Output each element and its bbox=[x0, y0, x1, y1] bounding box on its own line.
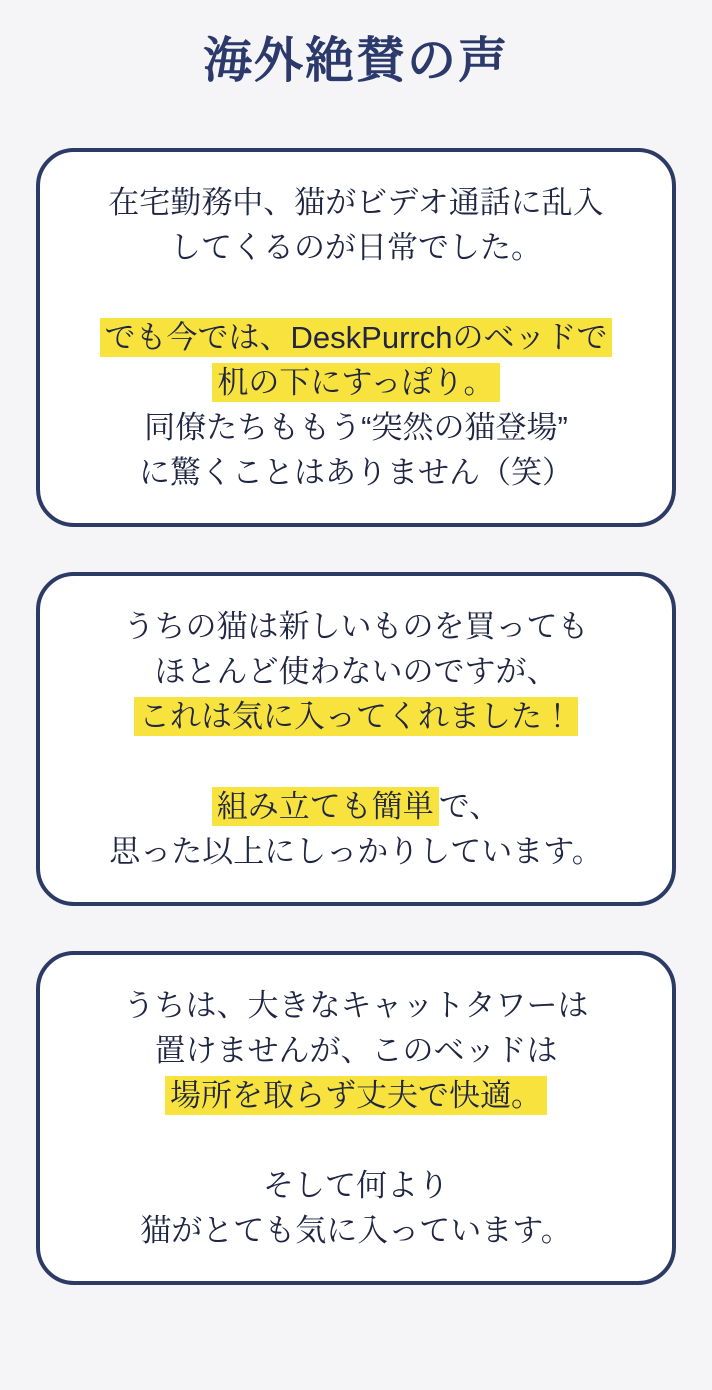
testimonial-line bbox=[54, 315, 658, 360]
testimonial-line bbox=[54, 360, 658, 405]
blank-line-spacer bbox=[54, 1118, 658, 1163]
testimonial-card bbox=[36, 572, 676, 906]
blank-line-spacer bbox=[54, 270, 658, 315]
highlighted-text: 場所を取らず丈夫で快適。 bbox=[165, 1076, 547, 1115]
testimonial-text: 在宅勤務中、猫がビデオ通話に乱入 bbox=[108, 185, 604, 220]
testimonial-card bbox=[36, 148, 676, 527]
testimonial-text: してくるのが日常でした。 bbox=[170, 230, 542, 265]
blank-line-spacer bbox=[54, 739, 658, 784]
testimonial-card bbox=[36, 951, 676, 1285]
testimonial-line bbox=[54, 1073, 658, 1118]
testimonial-line bbox=[54, 180, 658, 225]
testimonial-line bbox=[54, 829, 658, 874]
testimonial-line bbox=[54, 405, 658, 450]
testimonial-text: で、 bbox=[438, 789, 501, 824]
testimonial-line bbox=[54, 983, 658, 1028]
testimonial-text: 置けませんが、このベッドは bbox=[154, 1033, 558, 1068]
testimonial-text: 猫がとても気に入っています。 bbox=[140, 1213, 572, 1248]
testimonial-text: 同僚たちももう“突然の猫登場” bbox=[144, 410, 568, 445]
testimonial-list bbox=[0, 148, 712, 1351]
testimonial-line bbox=[54, 450, 658, 495]
testimonial-text: うちの猫は新しいものを買っても bbox=[123, 609, 589, 644]
testimonial-line bbox=[54, 1028, 658, 1073]
page-title: 海外絶賛の声 bbox=[202, 34, 509, 88]
highlighted-text: 机の下にすっぽり。 bbox=[212, 363, 499, 402]
testimonial-line bbox=[54, 649, 658, 694]
testimonial-text: に驚くことはありません（笑） bbox=[139, 455, 573, 490]
testimonial-line bbox=[54, 1208, 658, 1253]
testimonial-line bbox=[54, 604, 658, 649]
highlighted-text: 組み立ても簡単 bbox=[212, 787, 439, 826]
testimonial-text: うちは、大きなキャットタワーは bbox=[123, 988, 589, 1023]
testimonial-line bbox=[54, 1163, 658, 1208]
testimonial-text: 思った以上にしっかりしています。 bbox=[109, 834, 603, 869]
testimonial-line bbox=[54, 225, 658, 270]
testimonial-line bbox=[54, 784, 658, 829]
testimonial-text: そして何より bbox=[263, 1168, 449, 1203]
testimonial-line bbox=[54, 694, 658, 739]
highlighted-text: でも今では、DeskPurrchのベッドで bbox=[100, 318, 613, 357]
highlighted-text: これは気に入ってくれました！ bbox=[134, 697, 578, 736]
testimonial-text: ほとんど使わないのですが、 bbox=[154, 654, 558, 689]
